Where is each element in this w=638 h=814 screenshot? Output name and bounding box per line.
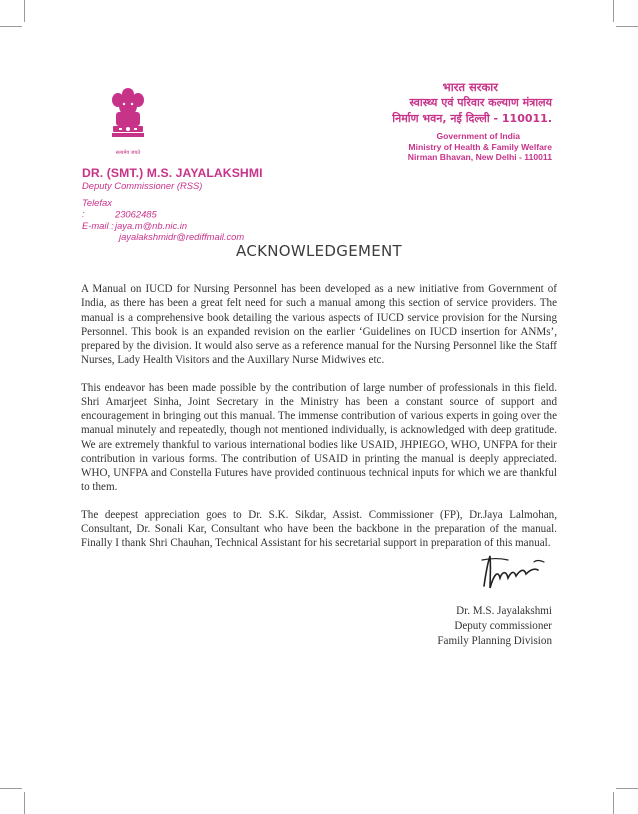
crop-mark: [24, 792, 25, 814]
govt-english-line-1: Government of India: [436, 131, 520, 141]
govt-hindi-line-3: निर्माण भवन, नई दिल्ली - 110011.: [392, 112, 552, 125]
letterhead-officer: [82, 166, 263, 243]
emblem-motto: सत्यमेव जयते: [115, 150, 141, 156]
govt-english-line-2: Ministry of Health & Family Welfare: [408, 141, 552, 152]
paragraph: A Manual on IUCD for Nursing Personnel has been developed as a new initiative from Government of India, as there has been a great felt need for such a manual among this section of service providers. The manual is a comprehensive book detailing the various aspects of IUCD service provision for the Nursing Personnel. This book is an expanded revision on the earlier ‘Guidelines on IUCD insertion for ANMs’, prepared by the division. It would also serve as a reference manual for the Nursing Personnel like the Staff Nurses, Lady Health Visitors and the Auxillary Nurse Midwives etc.: [81, 283, 557, 367]
officer-designation: Deputy Commissioner (RSS): [82, 180, 203, 191]
crop-mark: [0, 788, 22, 789]
govt-hindi-line-1: भारत सरकार: [442, 80, 498, 94]
email-value-2: jayalakshmidr@rediffmail.com: [119, 231, 245, 243]
crop-mark: [616, 26, 638, 27]
signoff-name: Dr. M.S. Jayalakshmi: [456, 605, 552, 617]
govt-english-line-3: Nirman Bhavan, New Delhi - 110011: [407, 152, 552, 162]
telefax-label: Telefax :: [82, 196, 112, 220]
email-line: [82, 220, 263, 232]
crop-mark: [616, 788, 638, 789]
telefax-line: [82, 197, 263, 220]
crop-mark: [613, 0, 614, 22]
page-title: ACKNOWLEDGEMENT: [236, 242, 402, 260]
signoff-block: [437, 604, 552, 649]
officer-name: DR. (SMT.) M.S. JAYALAKSHMI: [82, 166, 263, 180]
paragraph: This endeavor has been made possible by the contribution of large number of professionals in this field. Shri Amarjeet Sinha, Joint Secretary in the Ministry has been a constant source of support and encouragement in bringing out this manual. The immense contribution of various experts in going over the manual minutely and repeatedly, though not mentioned individually, is acknowledged with deep gratitude. We are extremely thankful to various international bodies like USAID, JHPIEGO, WHO, UNFPA for their contribution in various forms. The contribution of USAID in printing the manual is deeply appreciated. WHO, UNFPA and Constella Futures have provided continuous technical inputs for which we are thankful to them.: [81, 381, 557, 494]
crop-mark: [0, 26, 22, 27]
telefax-value: 23062485: [115, 208, 157, 220]
signoff-division: Family Planning Division: [437, 635, 552, 647]
paragraph: The deepest appreciation goes to Dr. S.K. Sikdar, Assist. Commissioner (FP), Dr.Jaya Lalmohan, Consultant, Dr. Sonali Kar, Consultant who have been the backbone in the preparation of the manual. Finally I thank Shri Chauhan, Technical Assistant for his secretarial support in preparation of this manual.: [81, 508, 557, 549]
national-emblem-icon: [108, 86, 148, 158]
govt-hindi-line-2: स्वास्थ्य एवं परिवार कल्याण मंत्रालय: [409, 96, 552, 109]
crop-mark: [613, 792, 614, 814]
crop-mark: [24, 0, 25, 22]
government-address: [392, 80, 552, 163]
acknowledgement-body: [81, 282, 557, 563]
signature-icon: [478, 548, 550, 596]
email-value-1: jaya.m@nb.nic.in: [115, 219, 188, 231]
signoff-title: Deputy commissioner: [454, 620, 552, 632]
email-label: E-mail :: [82, 219, 114, 231]
